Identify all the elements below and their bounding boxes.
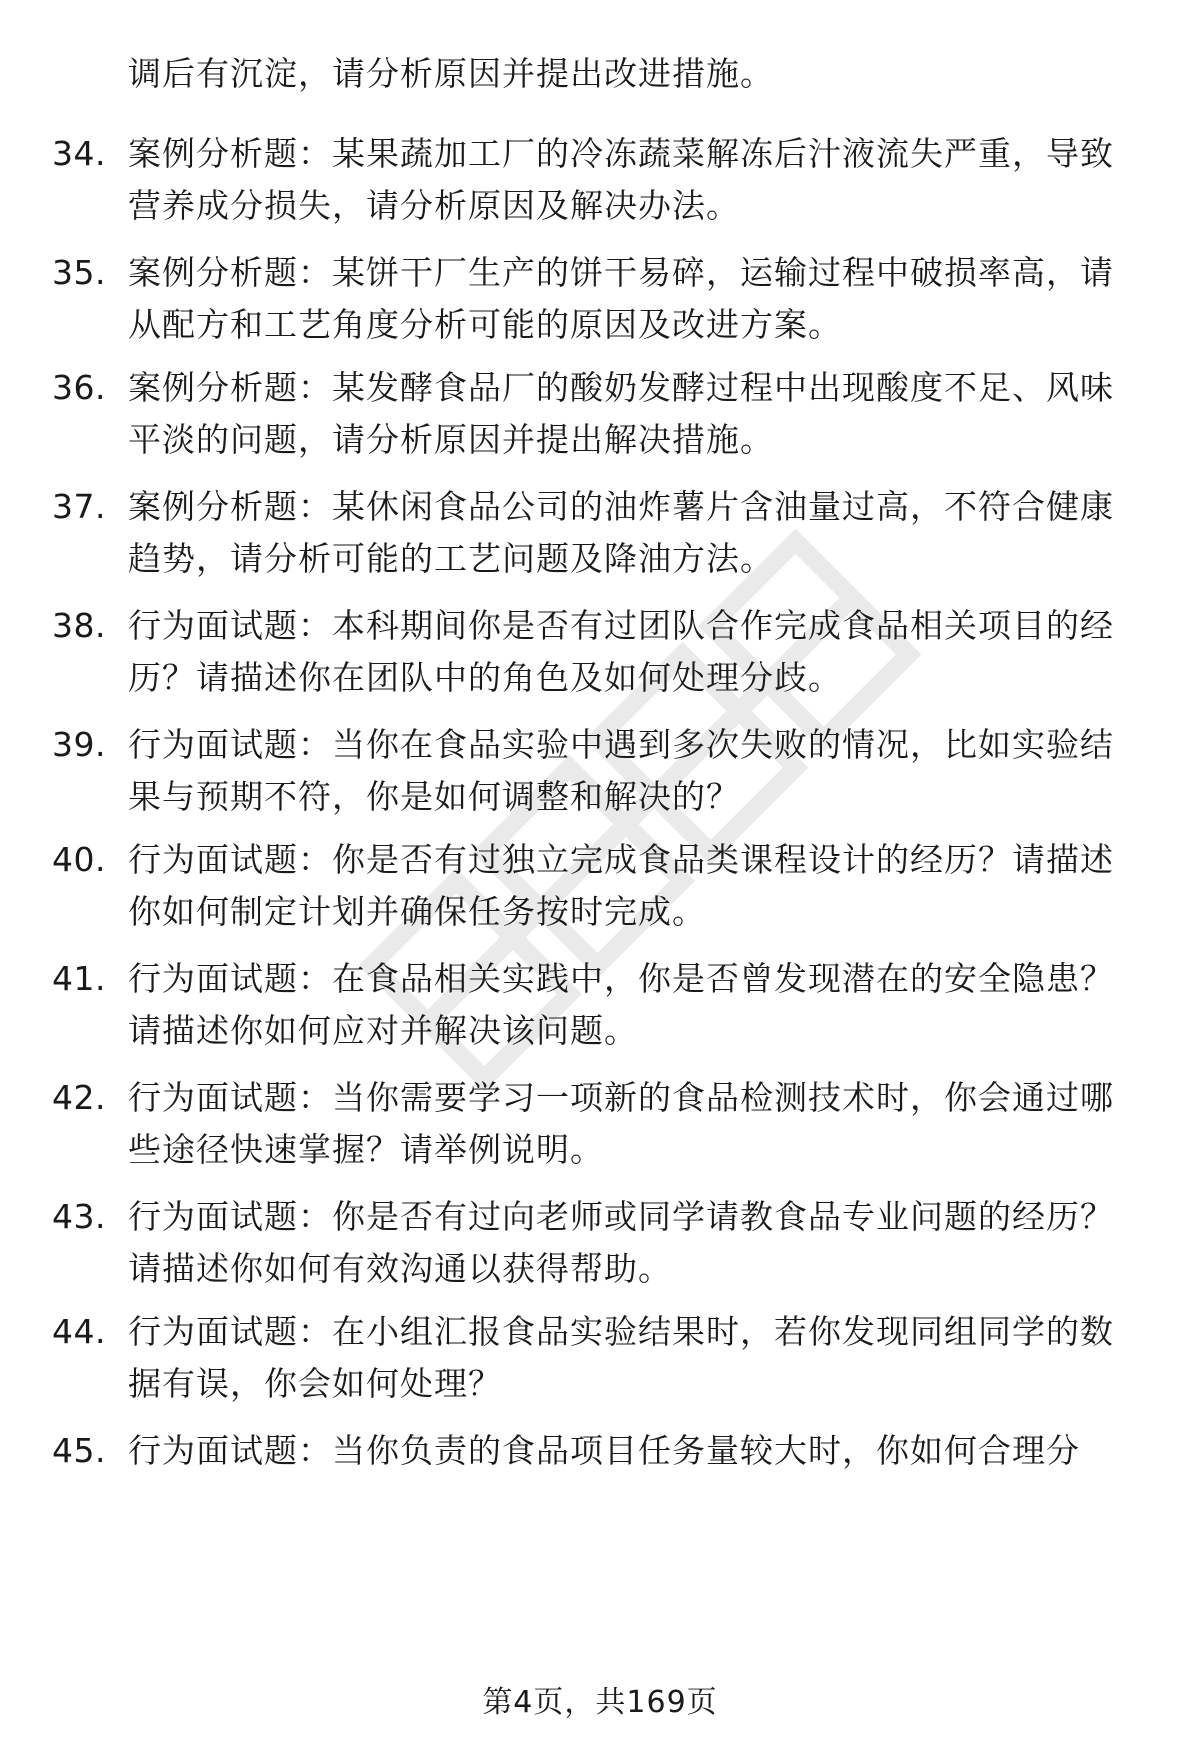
item-number: 36. bbox=[52, 368, 106, 407]
item-number: 34. bbox=[52, 134, 106, 173]
item-number: 39. bbox=[52, 725, 106, 764]
item-text: 行为面试题：在小组汇报食品实验结果时，若你发现同组同学的数据有误，你会如何处理？ bbox=[128, 1312, 1114, 1403]
item-text: 调后有沉淀，请分析原因并提出改进措施。 bbox=[128, 54, 774, 93]
item-number: 37. bbox=[52, 487, 106, 526]
item-text: 案例分析题：某发酵食品厂的酸奶发酵过程中出现酸度不足、风味平淡的问题，请分析原因并提出解决措施。 bbox=[128, 368, 1114, 459]
item-number: 38. bbox=[52, 606, 106, 645]
item-number: 41. bbox=[52, 959, 106, 998]
item-number: 40. bbox=[52, 840, 106, 879]
item-number: 42. bbox=[52, 1078, 106, 1117]
item-text: 行为面试题：你是否有过向老师或同学请教食品专业问题的经历？请描述你如何有效沟通以获得帮助。 bbox=[128, 1197, 1114, 1288]
item-text: 行为面试题：在食品相关实践中，你是否曾发现潜在的安全隐患？请描述你如何应对并解决该问题。 bbox=[128, 959, 1114, 1050]
item-number: 45. bbox=[52, 1431, 106, 1470]
item-number: 43. bbox=[52, 1197, 106, 1236]
page-footer: 第4页，共169页 bbox=[482, 1685, 718, 1720]
item-number: 35. bbox=[52, 253, 106, 292]
item-text: 案例分析题：某果蔬加工厂的冷冻蔬菜解冻后汁液流失严重，导致营养成分损失，请分析原因及解决办法。 bbox=[128, 134, 1114, 225]
item-text: 案例分析题：某休闲食品公司的油炸薯片含油量过高，不符合健康趋势，请分析可能的工艺问题及降油方法。 bbox=[128, 487, 1114, 578]
item-text: 行为面试题：当你需要学习一项新的食品检测技术时，你会通过哪些途径快速掌握？请举例说明。 bbox=[128, 1078, 1114, 1169]
item-number: 44. bbox=[52, 1312, 106, 1351]
item-text: 行为面试题：本科期间你是否有过团队合作完成食品相关项目的经历？请描述你在团队中的角色及如何处理分歧。 bbox=[128, 606, 1114, 697]
item-text: 行为面试题：当你在食品实验中遇到多次失败的情况，比如实验结果与预期不符，你是如何调整和解决的？ bbox=[128, 725, 1114, 816]
item-text: 行为面试题：你是否有过独立完成食品类课程设计的经历？请描述你如何制定计划并确保任务按时完成。 bbox=[128, 840, 1114, 931]
item-text: 行为面试题：当你负责的食品项目任务量较大时，你如何合理分 bbox=[128, 1431, 1080, 1470]
item-text: 案例分析题：某饼干厂生产的饼干易碎，运输过程中破损率高，请从配方和工艺角度分析可能的原因及改进方案。 bbox=[128, 253, 1114, 344]
